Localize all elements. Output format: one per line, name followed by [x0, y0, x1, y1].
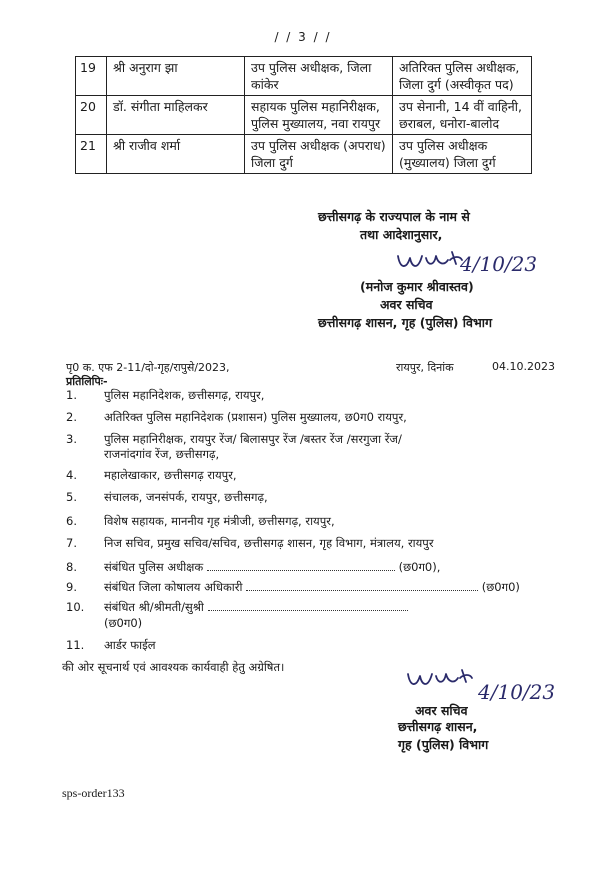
list-item: निज सचिव, प्रमुख सचिव/सचिव, छत्तीसगढ़ शासन, गृह विभाग, मंत्रालय, रायपुर	[104, 536, 434, 550]
list-item: संचालक, जनसंपर्क, रायपुर, छत्तीसगढ़,	[104, 490, 268, 504]
blank-fill-line	[246, 580, 478, 591]
order-line-2: तथा आदेशानुसार,	[360, 227, 443, 242]
list-item-number: 6.	[66, 514, 77, 528]
list-item: अतिरिक्त पुलिस महानिदेशक (प्रशासन) पुलिस मुख्यालय, छ0ग0 रायपुर,	[104, 410, 407, 424]
signatory-department: छत्तीसगढ़ शासन, गृह (पुलिस) विभाग	[318, 315, 493, 330]
officer-name: श्री अनुराग झा	[107, 57, 245, 96]
list-item: महालेखाकार, छत्तीसगढ़ रायपुर,	[104, 468, 237, 482]
list-item: विशेष सहायक, माननीय गृह मंत्रीजी, छत्तीसगढ़, रायपुर,	[104, 514, 335, 528]
list-item	[104, 580, 524, 595]
officer-name: डॉ. संगीता माहिलकर	[107, 96, 245, 135]
signature-date-2: 4/10/23	[478, 680, 556, 704]
new-post: अतिरिक्त पुलिस अधीक्षक, जिला दुर्ग (अस्वीकृत पद)	[393, 57, 532, 96]
signatory-name: (मनोज कुमार श्रीवास्तव)	[360, 279, 474, 294]
list-item-text: संबंधित जिला कोषालय अधिकारी	[104, 580, 243, 594]
list-item-text: संबंधित श्री/श्रीमती/सुश्री	[104, 600, 204, 614]
list-item-number: 4.	[66, 468, 77, 482]
table-row	[76, 135, 532, 174]
list-item: आर्डर फाईल	[104, 638, 156, 652]
blank-fill-line	[208, 600, 408, 611]
page-number: / / 3 / /	[274, 30, 332, 44]
list-item-tail: (छ0ग0)	[481, 580, 520, 594]
reference-number: पृ0 क. एफ 2-11/दो-गृह/रापुसे/2023,	[66, 361, 230, 374]
list-item-text: संबंधित पुलिस अधीक्षक	[104, 560, 204, 574]
list-item-number: 1.	[66, 388, 77, 402]
new-post: उप सेनानी, 14 वीं वाहिनी, छराबल, धनोरा-बालोद	[393, 96, 532, 135]
list-item-number: 10.	[66, 600, 85, 614]
new-post: उप पुलिस अधीक्षक (मुख्यालय) जिला दुर्ग	[393, 135, 532, 174]
signature-date-1: 4/10/23	[460, 252, 538, 276]
forward-text: की ओर सूचनार्थ एवं आवश्यक कार्यवाही हेतु अग्रेषित।	[62, 660, 285, 674]
current-post: सहायक पुलिस महानिरीक्षक, पुलिस मुख्यालय, नवा रायपुर	[245, 96, 393, 135]
serial-number: 20	[76, 96, 107, 135]
table-row	[76, 57, 532, 96]
list-item-number: 5.	[66, 490, 77, 504]
posting-table	[75, 56, 532, 174]
footer-code: sps-order133	[62, 786, 125, 800]
copy-to-label: प्रतिलिपिः-	[66, 375, 108, 388]
signatory2-govt: छत्तीसगढ़ शासन,	[398, 719, 478, 734]
blank-fill-line	[207, 560, 395, 571]
list-item-number: 8.	[66, 560, 77, 574]
list-item-number: 7.	[66, 536, 77, 550]
list-item: पुलिस महानिरीक्षक, रायपुर रेंज/ बिलासपुर रेंज /बस्तर रेंज /सरगुजा रेंज/	[104, 432, 402, 446]
list-item: पुलिस महानिदेशक, छत्तीसगढ़, रायपुर,	[104, 388, 265, 402]
serial-number: 19	[76, 57, 107, 96]
list-item	[104, 600, 524, 615]
serial-number: 21	[76, 135, 107, 174]
list-item-number: 3.	[66, 432, 77, 446]
list-item	[104, 560, 524, 575]
table-row	[76, 96, 532, 135]
list-item-continuation: (छ0ग0)	[104, 616, 143, 630]
signatory-designation: अवर सचिव	[380, 297, 433, 312]
list-item-tail: (छ0ग0),	[398, 560, 441, 574]
current-post: उप पुलिस अधीक्षक (अपराध) जिला दुर्ग	[245, 135, 393, 174]
officer-name: श्री राजीव शर्मा	[107, 135, 245, 174]
signatory2-designation: अवर सचिव	[415, 703, 468, 718]
current-post: उप पुलिस अधीक्षक, जिला कांकेर	[245, 57, 393, 96]
order-line-1: छत्तीसगढ़ के राज्यपाल के नाम से	[318, 209, 470, 224]
list-item-continuation: राजनांदगांव रेंज, छत्तीसगढ़,	[104, 447, 220, 461]
list-item-number: 2.	[66, 410, 77, 424]
place-date-label: रायपुर, दिनांक	[396, 361, 454, 374]
signatory2-department: गृह (पुलिस) विभाग	[398, 737, 489, 752]
list-item-number: 9.	[66, 580, 77, 594]
date-value: 04.10.2023	[492, 360, 555, 373]
list-item-number: 11.	[66, 638, 85, 652]
